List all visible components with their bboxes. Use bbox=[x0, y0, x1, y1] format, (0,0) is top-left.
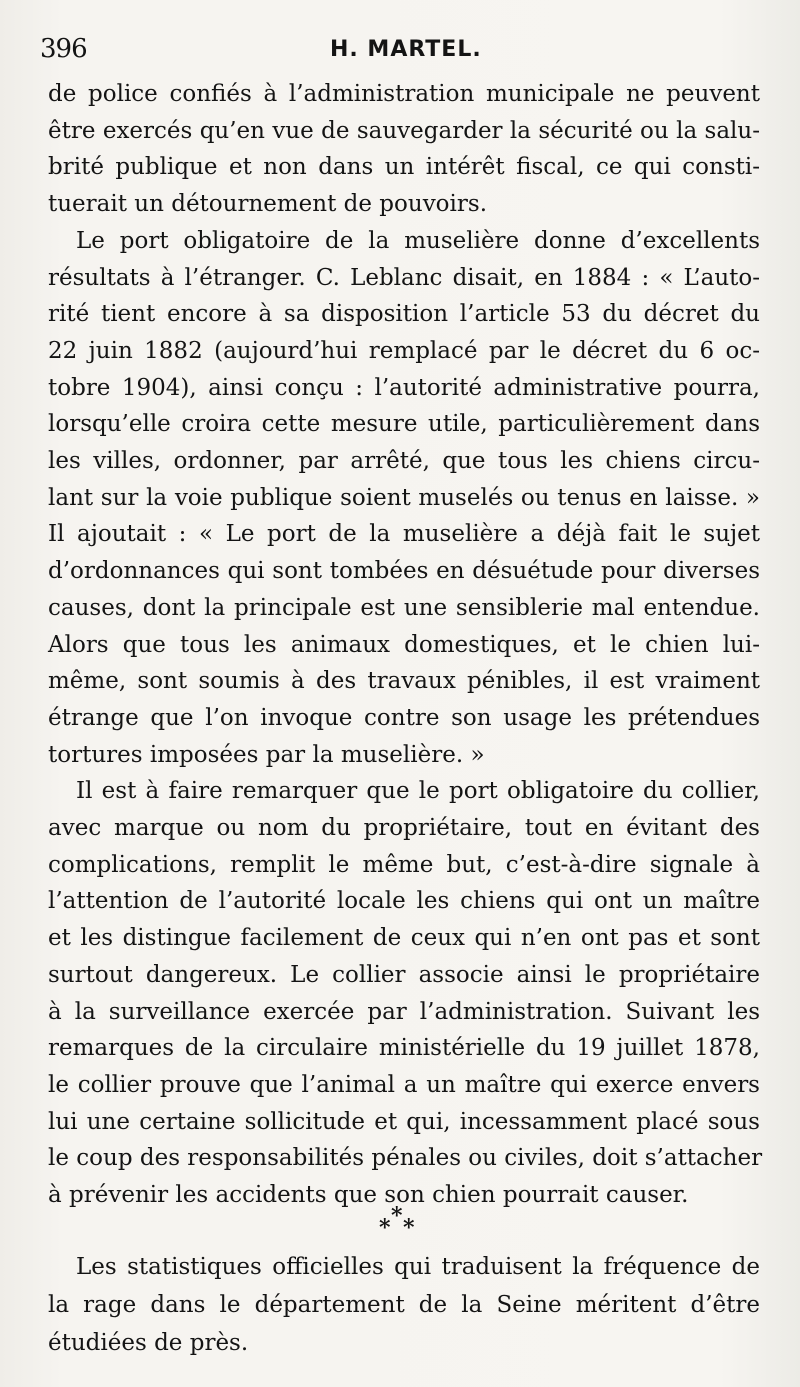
body-text bbox=[48, 76, 763, 1214]
text-line: Alors que tous les animaux domestiques, et le chien lui- bbox=[48, 631, 760, 658]
text-line: remarques de la circulaire ministérielle du 19 juillet 1878, bbox=[48, 1035, 760, 1062]
text-line: à prévenir les accidents que son chien pourrait causer. bbox=[48, 1182, 689, 1209]
final-paragraph bbox=[48, 1248, 760, 1362]
text-line: 22 juin 1882 (aujourd’hui remplacé par le décret du 6 oc- bbox=[48, 337, 760, 364]
text-line: tortures imposées par la muselière. » bbox=[48, 741, 485, 768]
text-line: la rage dans le département de la Seine méritent d’être bbox=[48, 1292, 760, 1318]
text-line: tuerait un détournement de pouvoirs. bbox=[48, 191, 487, 218]
section-separator bbox=[375, 1205, 425, 1245]
text-line: brité publique et non dans un intérêt fiscal, ce qui consti- bbox=[48, 154, 760, 181]
asterism-star: * bbox=[379, 1215, 391, 1241]
text-line: Les statistiques officielles qui traduisent la fréquence de bbox=[76, 1254, 760, 1280]
text-line: Il est à faire remarquer que le port obligatoire du collier, bbox=[76, 778, 760, 805]
text-line: complications, remplit le même but, c’est-à-dire signale à bbox=[48, 851, 760, 878]
asterism-star: * bbox=[403, 1215, 415, 1241]
text-line: Le port obligatoire de la muselière donne d’excellents bbox=[76, 227, 760, 254]
text-line: et les distingue facilement de ceux qui n’en ont pas et sont bbox=[48, 925, 760, 952]
paragraph-2 bbox=[48, 223, 760, 774]
text-line: lui une certaine sollicitude et qui, incessamment placé sous bbox=[48, 1108, 760, 1135]
text-line: étrange que l’on invoque contre son usage les prétendues bbox=[48, 704, 760, 731]
text-line: être exercés qu’en vue de sauvegarder la sécurité ou la salu- bbox=[48, 117, 760, 144]
paragraph-1 bbox=[48, 76, 760, 223]
paragraph-4 bbox=[48, 1248, 760, 1362]
text-line: d’ordonnances qui sont tombées en désuétude pour diverses bbox=[48, 558, 760, 585]
text-line: tobre 1904), ainsi conçu : l’autorité administrative pourra, bbox=[48, 374, 760, 401]
text-line: les villes, ordonner, par arrêté, que tous les chiens circu- bbox=[48, 448, 760, 475]
text-line: lant sur la voie publique soient muselés ou tenus en laisse. » bbox=[48, 484, 760, 511]
page-number: 396 bbox=[40, 34, 87, 64]
text-line: le coup des responsabilités pénales ou civiles, doit s’attacher bbox=[48, 1145, 763, 1172]
text-line: le collier prouve que l’animal a un maître qui exerce envers bbox=[48, 1071, 760, 1098]
paragraph-3 bbox=[48, 773, 763, 1213]
text-line: étudiées de près. bbox=[48, 1330, 249, 1356]
asterism-star: * bbox=[391, 1203, 403, 1229]
running-head: H. MARTEL. bbox=[330, 37, 482, 62]
text-line: lorsqu’elle croira cette mesure utile, particulièrement dans bbox=[48, 411, 760, 438]
text-line: résultats à l’étranger. C. Leblanc disait, en 1884 : « L’auto- bbox=[48, 264, 760, 291]
text-line: avec marque ou nom du propriétaire, tout en évitant des bbox=[48, 815, 760, 842]
text-line: Il ajoutait : « Le port de la muselière a déjà fait le sujet bbox=[48, 521, 760, 548]
text-line: causes, dont la principale est une sensiblerie mal entendue. bbox=[48, 594, 760, 621]
text-line: à la surveillance exercée par l’administration. Suivant les bbox=[48, 998, 760, 1025]
text-line: rité tient encore à sa disposition l’article 53 du décret du bbox=[48, 301, 760, 328]
text-line: surtout dangereux. Le collier associe ainsi le propriétaire bbox=[48, 961, 760, 988]
page-header bbox=[40, 34, 760, 74]
text-line: de police confiés à l’administration municipale ne peuvent bbox=[48, 81, 760, 107]
text-line: l’attention de l’autorité locale les chiens qui ont un maître bbox=[48, 888, 760, 915]
text-line: même, sont soumis à des travaux pénibles, il est vraiment bbox=[48, 668, 760, 695]
